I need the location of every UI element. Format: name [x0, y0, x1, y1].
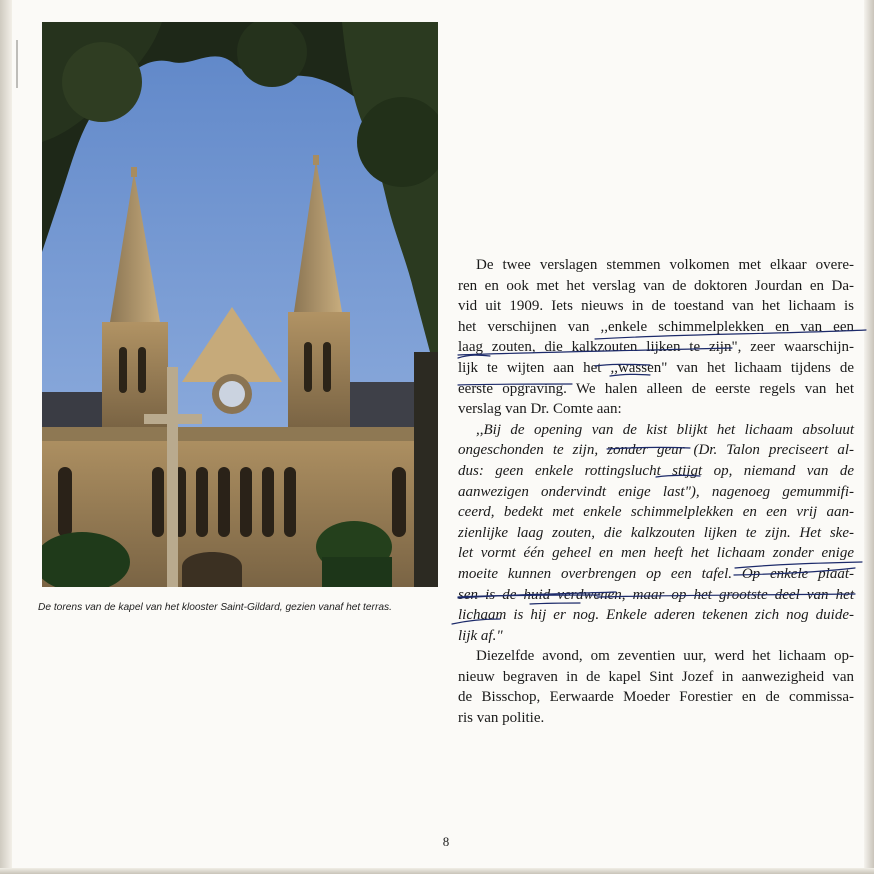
margin-mark [16, 40, 18, 88]
paragraph-2 [458, 646, 854, 728]
chapel-towers-image [42, 22, 438, 587]
text-line: eerste opgraving. We halen alleen de eerste regels van het [458, 380, 854, 397]
paragraph-1 [458, 255, 854, 420]
text-line: lijk te wijten aan het ,,wassen" van het lichaam tijdens de [458, 359, 854, 376]
text-line: ris van politie. [458, 710, 545, 727]
text-line: ren en ook met het verslag van de doktoren Jourdan en Da- [458, 277, 854, 294]
quote-line: ongeschonden te zijn, zonder geur (Dr. Talon preciseert al- [458, 442, 854, 459]
quote-line: ceerd, bedekt met enkele schimmelplekken en een vrij aan- [458, 504, 854, 521]
quote-line: lichaam is hij er nog. Enkele aderen tekenen zich nog duide- [458, 607, 854, 624]
photo-caption: De torens van de kapel van het klooster Saint-Gildard, gezien vanaf het terras. [38, 602, 392, 613]
quote-line: sen is de huid verdwenen, maar op het grootste deel van het [458, 586, 854, 603]
quote-line: dus: geen enkele rottingslucht stijgt op, niemand van de [458, 462, 854, 479]
text-line: vid uit 1909. Iets nieuws in de toestand van het lichaam is [458, 298, 854, 315]
text-line: laag zouten, die kalkzouten lijken te zijn", zeer waarschijn- [458, 339, 854, 356]
quote-paragraph [458, 420, 854, 647]
text-line: het verschijnen van ,,enkele schimmelplekken en van een [458, 318, 854, 335]
quote-line: moeite kunnen overbrengen op een tafel. Op enkele plaat- [458, 565, 854, 582]
chapel-photo [42, 22, 438, 587]
text-line: nieuw begraven in de kapel Sint Jozef in aanwezigheid van [458, 668, 854, 685]
page-number: 8 [442, 834, 450, 849]
text-line: de Bisschop, Eerwaarde Moeder Forestier en de commissa- [458, 689, 854, 706]
text-line: Diezelfde avond, om zeventien uur, werd het lichaam op- [476, 648, 854, 665]
text-line: De twee verslagen stemmen volkomen met elkaar overe- [476, 257, 854, 273]
quote-line: let vormt één geheel en men heeft het lichaam zonder enige [458, 545, 854, 562]
text-line: verslag van Dr. Comte aan: [458, 401, 622, 418]
quote-line: zienlijke laag zouten, die kalkzouten lijken te zijn. Het ske- [458, 524, 854, 541]
quote-line: ,,Bij de opening van de kist blijkt het lichaam absoluut [476, 421, 854, 438]
quote-line: aanwezigen ondervindt enige last"), nagenoeg gemummifi- [458, 483, 854, 500]
main-text [458, 255, 854, 729]
page-edge-right [864, 0, 874, 874]
page-edge-left [0, 0, 12, 874]
quote-line: lijk af." [458, 627, 503, 644]
page-edge-bottom [0, 868, 874, 874]
